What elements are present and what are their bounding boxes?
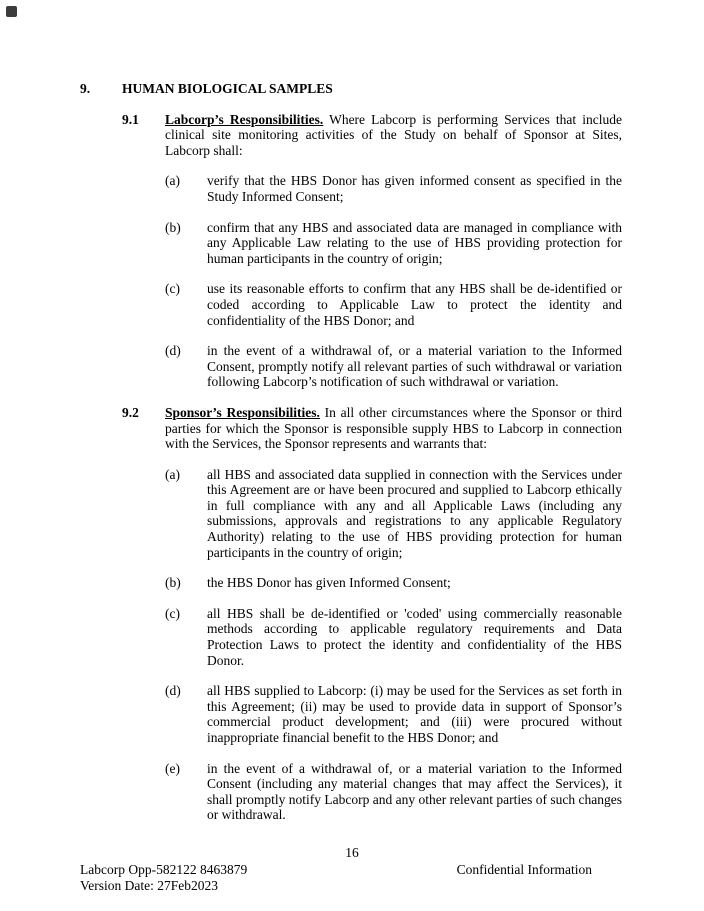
list-item-text: confirm that any HBS and associated data are managed in compliance with any Applicable Law relating to the use of HBS providing protection for human participants in the country of origin;: [207, 219, 622, 266]
list-item-label: (b): [165, 575, 181, 591]
list-item-label: (d): [165, 343, 181, 359]
list-item-text: use its reasonable efforts to confirm that any HBS shall be de-identified or coded according to Applicable Law to protect the identity and confidentiality of the HBS Donor; and: [207, 281, 622, 328]
list-item-label: (a): [165, 466, 180, 482]
list-item-label: (c): [165, 605, 180, 621]
scan-artifact: [6, 6, 17, 17]
list-item-9-2-e: [165, 761, 622, 823]
list-item-text: all HBS shall be de-identified or 'coded' using commercially reasonable methods according to applicable regulatory requirements and Data Protection Laws to protect the identity and confidentiality of the HBS Donor.: [207, 605, 622, 668]
subsection-9-1-number: 9.1: [122, 111, 139, 127]
subsection-9-1-body: [165, 112, 622, 390]
section-title: HUMAN BIOLOGICAL SAMPLES: [122, 81, 333, 96]
list-item-label: (e): [165, 760, 180, 776]
list-item-9-1-c: [165, 281, 622, 328]
page-number: 16: [345, 845, 359, 860]
subsection-9-2-intro: [165, 405, 622, 452]
list-item-text: the HBS Donor has given Informed Consent;: [207, 575, 451, 591]
footer-version-date: Version Date: 27Feb2023: [80, 877, 218, 893]
list-item-9-2-c: [165, 606, 622, 668]
footer-confidential: Confidential Information: [456, 862, 592, 877]
subsection-9-1: [122, 112, 622, 390]
list-item-9-2-b: [165, 575, 622, 591]
footer-doc-id: Labcorp Opp-582122 8463879: [80, 862, 248, 877]
list-item-text: verify that the HBS Donor has given informed consent as specified in the Study Informed Consent;: [207, 173, 622, 204]
section-number: 9.: [80, 81, 91, 96]
subsection-9-2: [122, 405, 622, 823]
subsection-9-1-intro: [165, 112, 622, 159]
subsection-9-1-intro-text: Where Labcorp is performing Services that include clinical site monitoring activities of the Study on behalf of Sponsor at Sites, Labcorp shall:: [165, 111, 622, 158]
footer: [80, 862, 622, 893]
list-item-label: (c): [165, 281, 180, 297]
subsection-9-2-heading: Sponsor’s Responsibilities.: [165, 404, 320, 420]
list-item-label: (b): [165, 219, 181, 235]
footer-left: [80, 862, 247, 893]
subsection-9-2-body: [165, 405, 622, 823]
subsection-9-1-heading: Labcorp’s Responsibilities.: [165, 111, 324, 127]
list-item-9-1-d: [165, 343, 622, 390]
section-heading: [80, 81, 622, 97]
list-item-label: (d): [165, 683, 181, 699]
list-item-9-2-a: [165, 467, 622, 561]
list-item-9-2-d: [165, 683, 622, 745]
list-item-9-1-a: [165, 173, 622, 204]
list-item-text: in the event of a withdrawal of, or a material variation to the Informed Consent (including any material changes that may affect the Services), it shall promptly notify Labcorp and any other relevant parties of such changes or withdrawal.: [207, 760, 622, 823]
list-item-text: in the event of a withdrawal of, or a material variation to the Informed Consent, promptly notify all relevant parties of such withdrawal or variation following Labcorp’s notification of such withdrawal or variation.: [207, 343, 622, 390]
subsection-9-2-intro-text: In all other circumstances where the Sponsor or third parties for which the Sponsor is responsible supply HBS to Labcorp in connection with the Services, the Sponsor represents and warrants that:: [165, 404, 622, 452]
list-item-9-1-b: [165, 220, 622, 267]
list-item-label: (a): [165, 173, 180, 189]
document-content: [80, 81, 622, 823]
list-item-text: all HBS supplied to Labcorp: (i) may be used for the Services as set forth in this Agreement; (ii) may be used to provide data in support of Sponsor’s commercial product development; and (iii) were procured without inappropriate financial benefit to the HBS Donor; and: [207, 683, 622, 745]
list-item-text: all HBS and associated data supplied in connection with the Services under this Agreement are or have been procured and supplied to Labcorp ethically in full compliance with any and all Applicable Laws (including any submissions, approvals and registrations to any applicable Regulatory Authority) relating to the use of HBS providing protection for human participants in the country of origin;: [207, 466, 622, 560]
subsection-9-2-number: 9.2: [122, 404, 139, 420]
